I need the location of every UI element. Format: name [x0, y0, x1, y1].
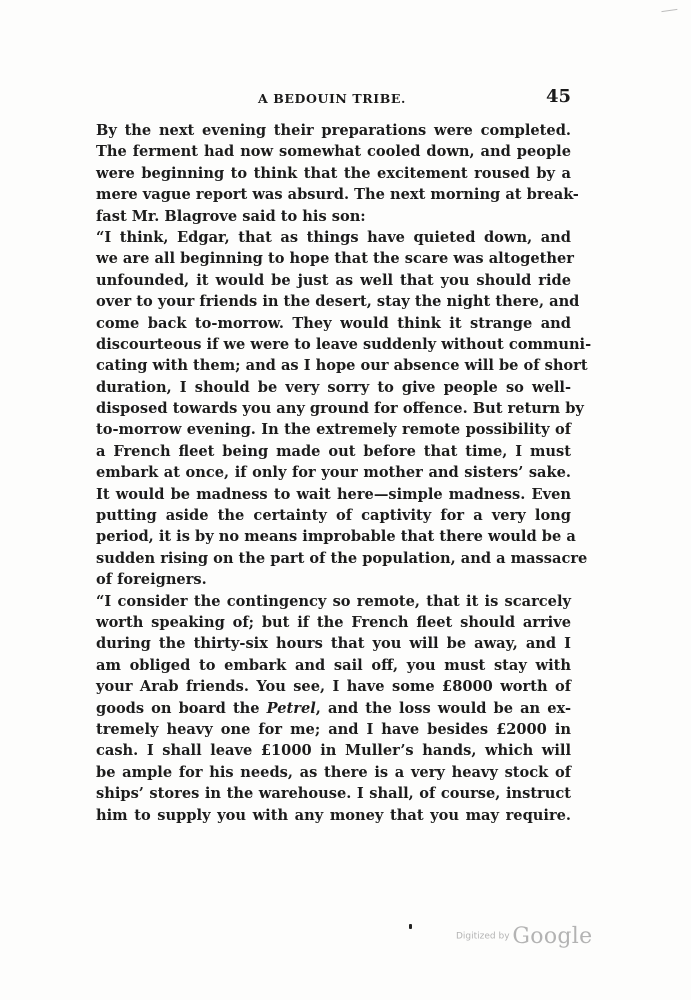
- text-line: come back to-morrow. They would think it strange and: [96, 314, 571, 332]
- text-line: disposed towards you any ground for offence. But return by: [96, 400, 584, 418]
- text-run: goods on board the: [96, 699, 267, 717]
- text-line: The ferment had now somewhat cooled down, and people: [96, 143, 571, 161]
- page-number: 45: [545, 86, 571, 107]
- text-line: a French fleet being made out before that time, I must: [96, 442, 571, 460]
- text-line: be ample for his needs, as there is a very heavy stock of: [96, 763, 571, 781]
- text-line: ships’ stores in the warehouse. I shall, of course, instruct: [96, 785, 571, 803]
- text-line: mere vague report was absurd. The next morning at break-: [96, 186, 579, 204]
- text-line: your Arab friends. You see, I have some £8000 worth of: [96, 678, 571, 696]
- text-line: him to supply you with any money that you may require.: [96, 806, 571, 824]
- text-line: period, it is by no means improbable that there would be a: [96, 528, 576, 546]
- text-line: “I consider the contingency so remote, that it is scarcely: [96, 592, 571, 610]
- watermark-prefix: Digitized by: [456, 931, 513, 942]
- running-head: [96, 88, 571, 112]
- text-run: , and the loss would be an ex-: [315, 699, 571, 717]
- text-line: It would be madness to wait here—simple madness. Even: [96, 485, 571, 503]
- text-line: duration, I should be very sorry to give people so well-: [96, 378, 571, 396]
- watermark-logo: Google: [512, 924, 593, 949]
- text-line: were beginning to think that the excitement roused by a: [96, 164, 571, 182]
- text-line: over to your friends in the desert, stay the night there, and: [96, 293, 580, 311]
- digitized-watermark: [456, 924, 606, 954]
- ink-speck: [409, 924, 412, 929]
- text-line: during the thirty-six hours that you will be away, and I: [96, 635, 571, 653]
- text-line: worth speaking of; but if the French fleet should arrive: [96, 613, 571, 631]
- scan-corner-mark: [661, 3, 678, 12]
- text-line: fast Mr. Blagrove said to his son:: [96, 207, 366, 225]
- text-line: am obliged to embark and sail off, you must stay with: [96, 656, 571, 674]
- text-line: discourteous if we were to leave suddenly without communi-: [96, 335, 592, 353]
- running-title: A BEDOUIN TRIBE.: [258, 91, 406, 106]
- text-line: “I think, Edgar, that as things have quieted down, and: [96, 228, 571, 246]
- body-text: [96, 120, 592, 826]
- text-line: unfounded, it would be just as well that you should ride: [96, 271, 571, 289]
- text-line: tremely heavy one for me; and I have besides £2000 in: [96, 720, 571, 738]
- text-line: of foreigners.: [96, 571, 207, 589]
- text-line: [96, 698, 571, 719]
- ship-name: Petrel: [266, 699, 316, 717]
- text-line: embark at once, if only for your mother and sisters’ sake.: [96, 464, 571, 482]
- text-line: cash. I shall leave £1000 in Muller’s hands, which will: [96, 742, 571, 760]
- text-line: we are all beginning to hope that the scare was altogether: [96, 250, 574, 268]
- text-line: putting aside the certainty of captivity for a very long: [96, 507, 571, 525]
- text-line: sudden rising on the part of the population, and a massacre: [96, 549, 588, 567]
- text-line: By the next evening their preparations were completed.: [96, 122, 571, 139]
- text-line: to-morrow evening. In the extremely remote possibility of: [96, 421, 571, 439]
- text-line: cating with them; and as I hope our absence will be of short: [96, 357, 588, 375]
